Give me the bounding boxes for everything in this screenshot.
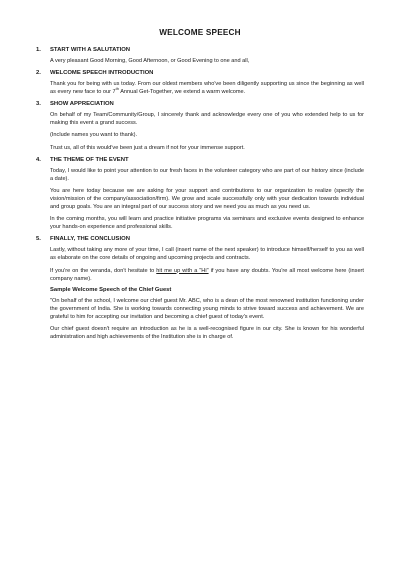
section-theme (36, 157, 364, 232)
section-salutation (36, 47, 364, 65)
section-number: 1. (36, 47, 41, 53)
text-run: if you have any doubts. You're all most welcome here (insert company name). (50, 267, 364, 282)
hit-me-up-link[interactable]: hit me up with a "Hi" (156, 267, 209, 274)
section-heading (36, 236, 364, 242)
section-heading-text: WELCOME SPEECH INTRODUCTION (50, 70, 154, 77)
section-heading (36, 101, 364, 107)
section-introduction (36, 70, 364, 96)
section-conclusion (36, 236, 364, 341)
section-heading-text: FINALLY, THE CONCLUSION (50, 236, 130, 243)
paragraph: Today, I would like to point your attention to our fresh faces in the volunteer category who are part of our history since (include a date). (50, 167, 364, 182)
section-heading (36, 47, 364, 53)
section-heading-text: SHOW APPRECIATION (50, 101, 114, 108)
text-run: Thank you for being with us today. From our oldest members who've been diligently supporting us since the beginning as well as every new face to our 7 (50, 81, 364, 96)
section-heading (36, 70, 364, 76)
paragraph: Trust us, all of this would've been just a dream if not for your immense support. (50, 144, 245, 151)
paragraph: "On behalf of the school, I welcome our chief guest Mr. ABC, who is a dean of the most renowned institution functioning under the government of India. She is working towards connecting young minds to strive toward success and achievement. We are grateful to him for accepting our invitation and becoming a chief guest of today's event. (50, 297, 364, 320)
section-heading-text: THE THEME OF THE EVENT (50, 156, 129, 163)
section-heading (36, 157, 364, 163)
paragraph (50, 80, 364, 96)
section-appreciation (36, 101, 364, 151)
document-title: WELCOME SPEECH (159, 28, 241, 37)
superscript: th (115, 86, 119, 92)
paragraph: You are here today because we are asking for your support and contributions to our organization to realize (specify the vision/mission of the company/association/firm). We grow and scale successfully only with your dedication towards individual and group goals. You are an integral part of our success story and we need you as much as you need us. (50, 187, 364, 211)
text-run: Annual Get-Together, we extend a warm welcome. (118, 89, 246, 96)
subheading: Sample Welcome Speech of the Chief Guest (50, 286, 172, 293)
paragraph: In the coming months, you will learn and practice initiative programs via seminars and exclusive events designed to enhance your hands-on experience and professional skills. (50, 216, 364, 231)
paragraph: On behalf of my Team/Community/Group, I sincerely thank and acknowledge every one of you who extended help to us for making this event a grand success. (50, 112, 364, 127)
paragraph (50, 267, 364, 283)
section-number: 5. (36, 236, 41, 243)
text-run: If you're on the veranda, don't hesitate to (50, 267, 157, 274)
section-number: 2. (36, 70, 41, 77)
paragraph: A very pleasant Good Morning, Good Afternoon, or Good Evening to one and all, (50, 58, 250, 64)
paragraph: Lastly, without taking any more of your time, I call (insert name of the next speaker) to introduce himself/herself to you as well as elaborate on the core details of ongoing and upcoming projects and contracts. (50, 247, 364, 262)
section-heading-text: START WITH A SALUTATION (50, 47, 131, 53)
paragraph: (Include names you want to thank). (50, 132, 138, 139)
section-number: 3. (36, 101, 41, 108)
paragraph: Our chief guest doesn't require an introduction as he is a well-recognised figure in our city. She is known for his wonderful administration and high achievements of the Institution she is in charge of. (50, 325, 364, 341)
section-number: 4. (36, 156, 41, 163)
